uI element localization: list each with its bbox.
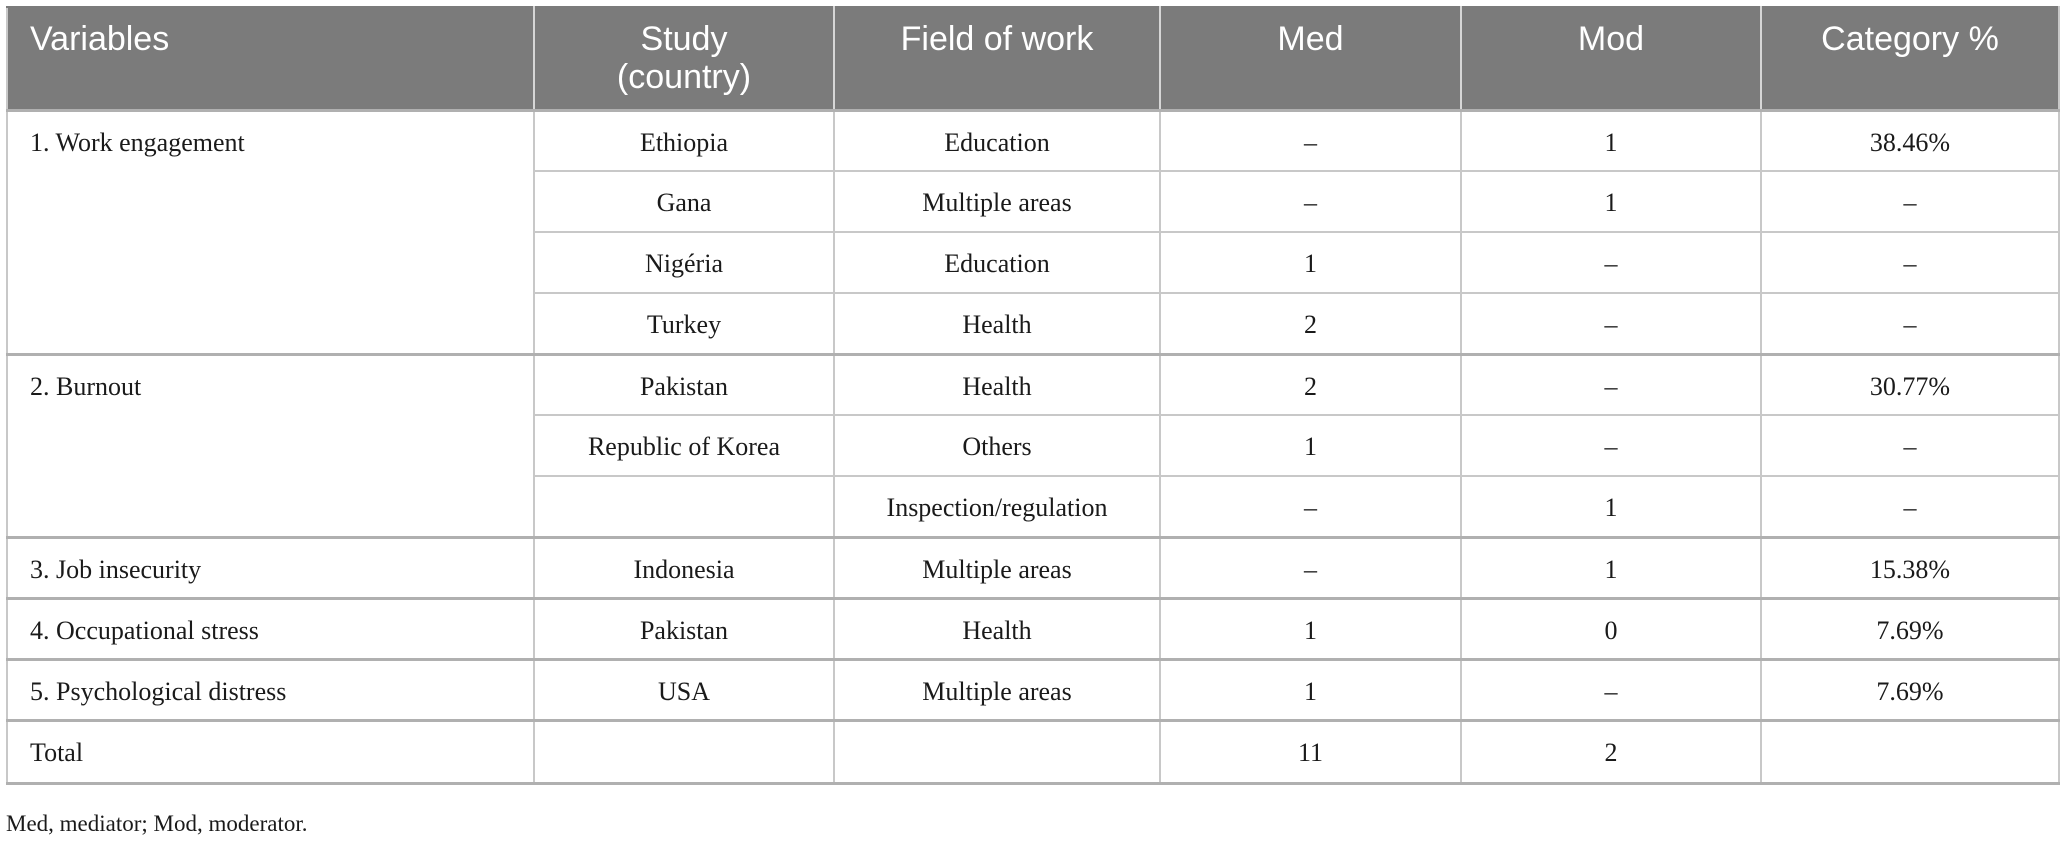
study-cell: Indonesia <box>534 537 834 598</box>
med-cell: 2 <box>1160 293 1461 354</box>
med-cell: 1 <box>1160 659 1461 720</box>
category-cell: – <box>1761 293 2059 354</box>
study-cell: Ethiopia <box>534 110 834 171</box>
med-cell: 1 <box>1160 232 1461 293</box>
study-cell: Pakistan <box>534 354 834 415</box>
category-cell: – <box>1761 232 2059 293</box>
table-body <box>7 110 2059 783</box>
total-study-cell <box>534 720 834 783</box>
field-cell: Education <box>834 110 1160 171</box>
study-cell <box>534 476 834 537</box>
mod-cell: 1 <box>1461 476 1761 537</box>
category-cell: – <box>1761 415 2059 476</box>
mod-cell: 1 <box>1461 537 1761 598</box>
med-cell: 1 <box>1160 598 1461 659</box>
variable-cell: 2. Burnout <box>7 354 534 537</box>
header-study <box>534 7 834 110</box>
study-cell: Turkey <box>534 293 834 354</box>
header-med: Med <box>1160 7 1461 110</box>
header-mod: Mod <box>1461 7 1761 110</box>
field-cell: Multiple areas <box>834 537 1160 598</box>
field-cell: Others <box>834 415 1160 476</box>
table-header <box>7 7 2059 110</box>
field-cell: Multiple areas <box>834 659 1160 720</box>
med-cell: – <box>1160 476 1461 537</box>
table-container <box>6 6 2058 785</box>
table-row <box>7 110 2059 171</box>
mod-cell: – <box>1461 293 1761 354</box>
mod-cell: 1 <box>1461 110 1761 171</box>
field-cell: Health <box>834 598 1160 659</box>
study-cell: Gana <box>534 171 834 232</box>
total-label: Total <box>7 720 534 783</box>
study-cell: Republic of Korea <box>534 415 834 476</box>
variable-cell: 1. Work engagement <box>7 110 534 354</box>
med-cell: – <box>1160 537 1461 598</box>
data-table <box>6 6 2060 785</box>
header-row <box>7 7 2059 110</box>
field-cell: Education <box>834 232 1160 293</box>
category-cell: 7.69% <box>1761 598 2059 659</box>
header-field: Field of work <box>834 7 1160 110</box>
header-variables: Variables <box>7 7 534 110</box>
variable-cell: 5. Psychological distress <box>7 659 534 720</box>
category-cell: – <box>1761 171 2059 232</box>
table-row <box>7 537 2059 598</box>
table-row <box>7 659 2059 720</box>
total-med-cell: 11 <box>1160 720 1461 783</box>
mod-cell: – <box>1461 659 1761 720</box>
field-cell: Inspection/regulation <box>834 476 1160 537</box>
category-cell: 30.77% <box>1761 354 2059 415</box>
category-cell: 7.69% <box>1761 659 2059 720</box>
study-cell: Pakistan <box>534 598 834 659</box>
total-mod-cell: 2 <box>1461 720 1761 783</box>
med-cell: – <box>1160 171 1461 232</box>
field-cell: Health <box>834 293 1160 354</box>
table-row <box>7 354 2059 415</box>
category-cell: 38.46% <box>1761 110 2059 171</box>
total-category-cell <box>1761 720 2059 783</box>
total-row <box>7 720 2059 783</box>
med-cell: 2 <box>1160 354 1461 415</box>
table-footnote: Med, mediator; Mod, moderator. <box>6 811 308 836</box>
mod-cell: – <box>1461 354 1761 415</box>
mod-cell: – <box>1461 415 1761 476</box>
variable-cell: 3. Job insecurity <box>7 537 534 598</box>
category-cell: – <box>1761 476 2059 537</box>
med-cell: – <box>1160 110 1461 171</box>
med-cell: 1 <box>1160 415 1461 476</box>
total-field-cell <box>834 720 1160 783</box>
study-cell: USA <box>534 659 834 720</box>
header-category: Category % <box>1761 7 2059 110</box>
variable-cell: 4. Occupational stress <box>7 598 534 659</box>
header-study-line1: Study <box>640 20 728 58</box>
field-cell: Multiple areas <box>834 171 1160 232</box>
study-cell: Nigéria <box>534 232 834 293</box>
table-row <box>7 598 2059 659</box>
mod-cell: 1 <box>1461 171 1761 232</box>
field-cell: Health <box>834 354 1160 415</box>
mod-cell: 0 <box>1461 598 1761 659</box>
category-cell: 15.38% <box>1761 537 2059 598</box>
mod-cell: – <box>1461 232 1761 293</box>
header-study-line2: (country) <box>616 58 752 96</box>
